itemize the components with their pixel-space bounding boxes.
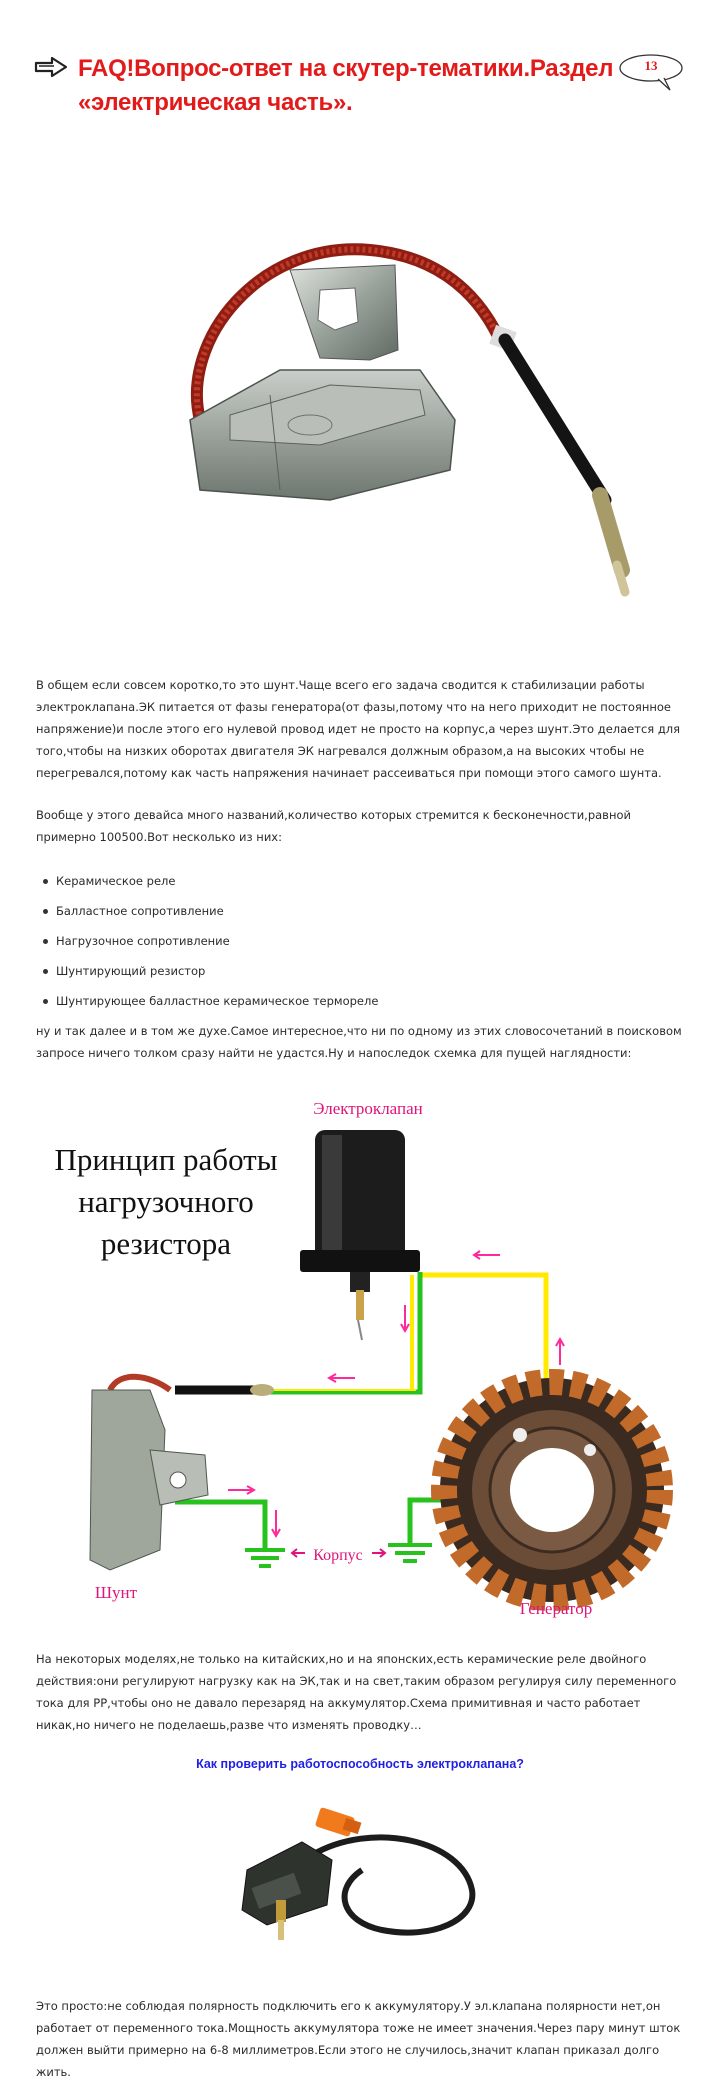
generator-label: Генератор [519,1599,593,1618]
diagram-title-line: Принцип работы [54,1142,278,1177]
diagram-title-line: резистора [100,1226,232,1261]
diagram-title-line: нагрузочного [78,1184,254,1219]
ground-icon [245,1550,285,1566]
arrow-right-icon [34,56,68,78]
list-item: Нагрузочное сопротивление [36,930,636,960]
post-header [0,0,720,120]
solenoid-valve-drawing [300,1130,420,1340]
shunt-label: Шунт [94,1583,138,1602]
stator-drawing [440,1378,664,1602]
list-item: Керамическое реле [36,870,636,900]
check-valve-link[interactable]: Как проверить работоспособность электроклапана? [196,1757,524,1771]
check-paragraph: Это просто:не соблюдая полярность подключить его к аккумулятору.У эл.клапана полярности нет,он работает от переменного тока.Мощность аккумулятора тоже не имеет значения.Через пару минут шток должен выйти примерно на 6-8 миллиметров.Если этого не случилось,значит клапан приказал долго жить. [36,1999,681,2079]
circuit-diagram [0,1090,720,1630]
list-item: Шунтирующее балластное керамическое термореле [36,990,636,1020]
aliases-list [36,870,636,1020]
intro-paragraph: В общем если совсем коротко,то это шунт.Чаще всего его задача сводится к стабилизации работы электроклапана.ЭК питается от фазы генератора(от фазы,потому что на него приходит не постоянное напряжение)и после этого его нулевой провод идет не просто на корпус,а через шунт.Это делается для того,чтобы на низких оборотах двигателя ЭК нагревался должным образом,а на высоких чтобы не перегревался,потому как часть напряжения начинает рассеиваться при помощи этого самого шунта. [36,678,681,780]
models-paragraph: На некоторых моделях,не только на китайских,но и на японских,есть керамические реле двойного действия:они регулируют нагрузку как на ЭК,так и на свет,таким образом регулируя силу переменного тока для РР,чтобы оно не давало перезаряд на аккумулятор.Схема примитивная и часто работает никак,но ничего не поделаешь,разве что изменять проводку… [36,1652,677,1732]
list-item: Шунтирующий резистор [36,960,636,990]
ground-label: Корпус [313,1547,363,1564]
post-title[interactable]: FAQ!Вопрос-ответ на скутер-тематики.Раздел «электрическая часть». [78,55,614,116]
ground-icon [388,1545,432,1561]
names-paragraph: Вообще у этого девайса много названий,количество которых стремится к бесконечности,равной примерно 100500.Вот несколько из них: [36,808,631,844]
search-paragraph: ну и так далее и в том же духе.Самое интересное,что ни по одному из этих словосочетаний в поисковом запросе ничего толком сразу найти не удастся.Ну и напоследок схемка для пущей наглядности: [36,1024,682,1060]
shunt-drawing [90,1377,274,1570]
list-item: Балластное сопротивление [36,900,636,930]
comment-count[interactable]: 13 [644,58,658,73]
valve-label: Электроклапан [313,1099,423,1118]
solenoid-valve-photo [232,1800,492,1960]
ceramic-resistor-photo [170,240,630,600]
